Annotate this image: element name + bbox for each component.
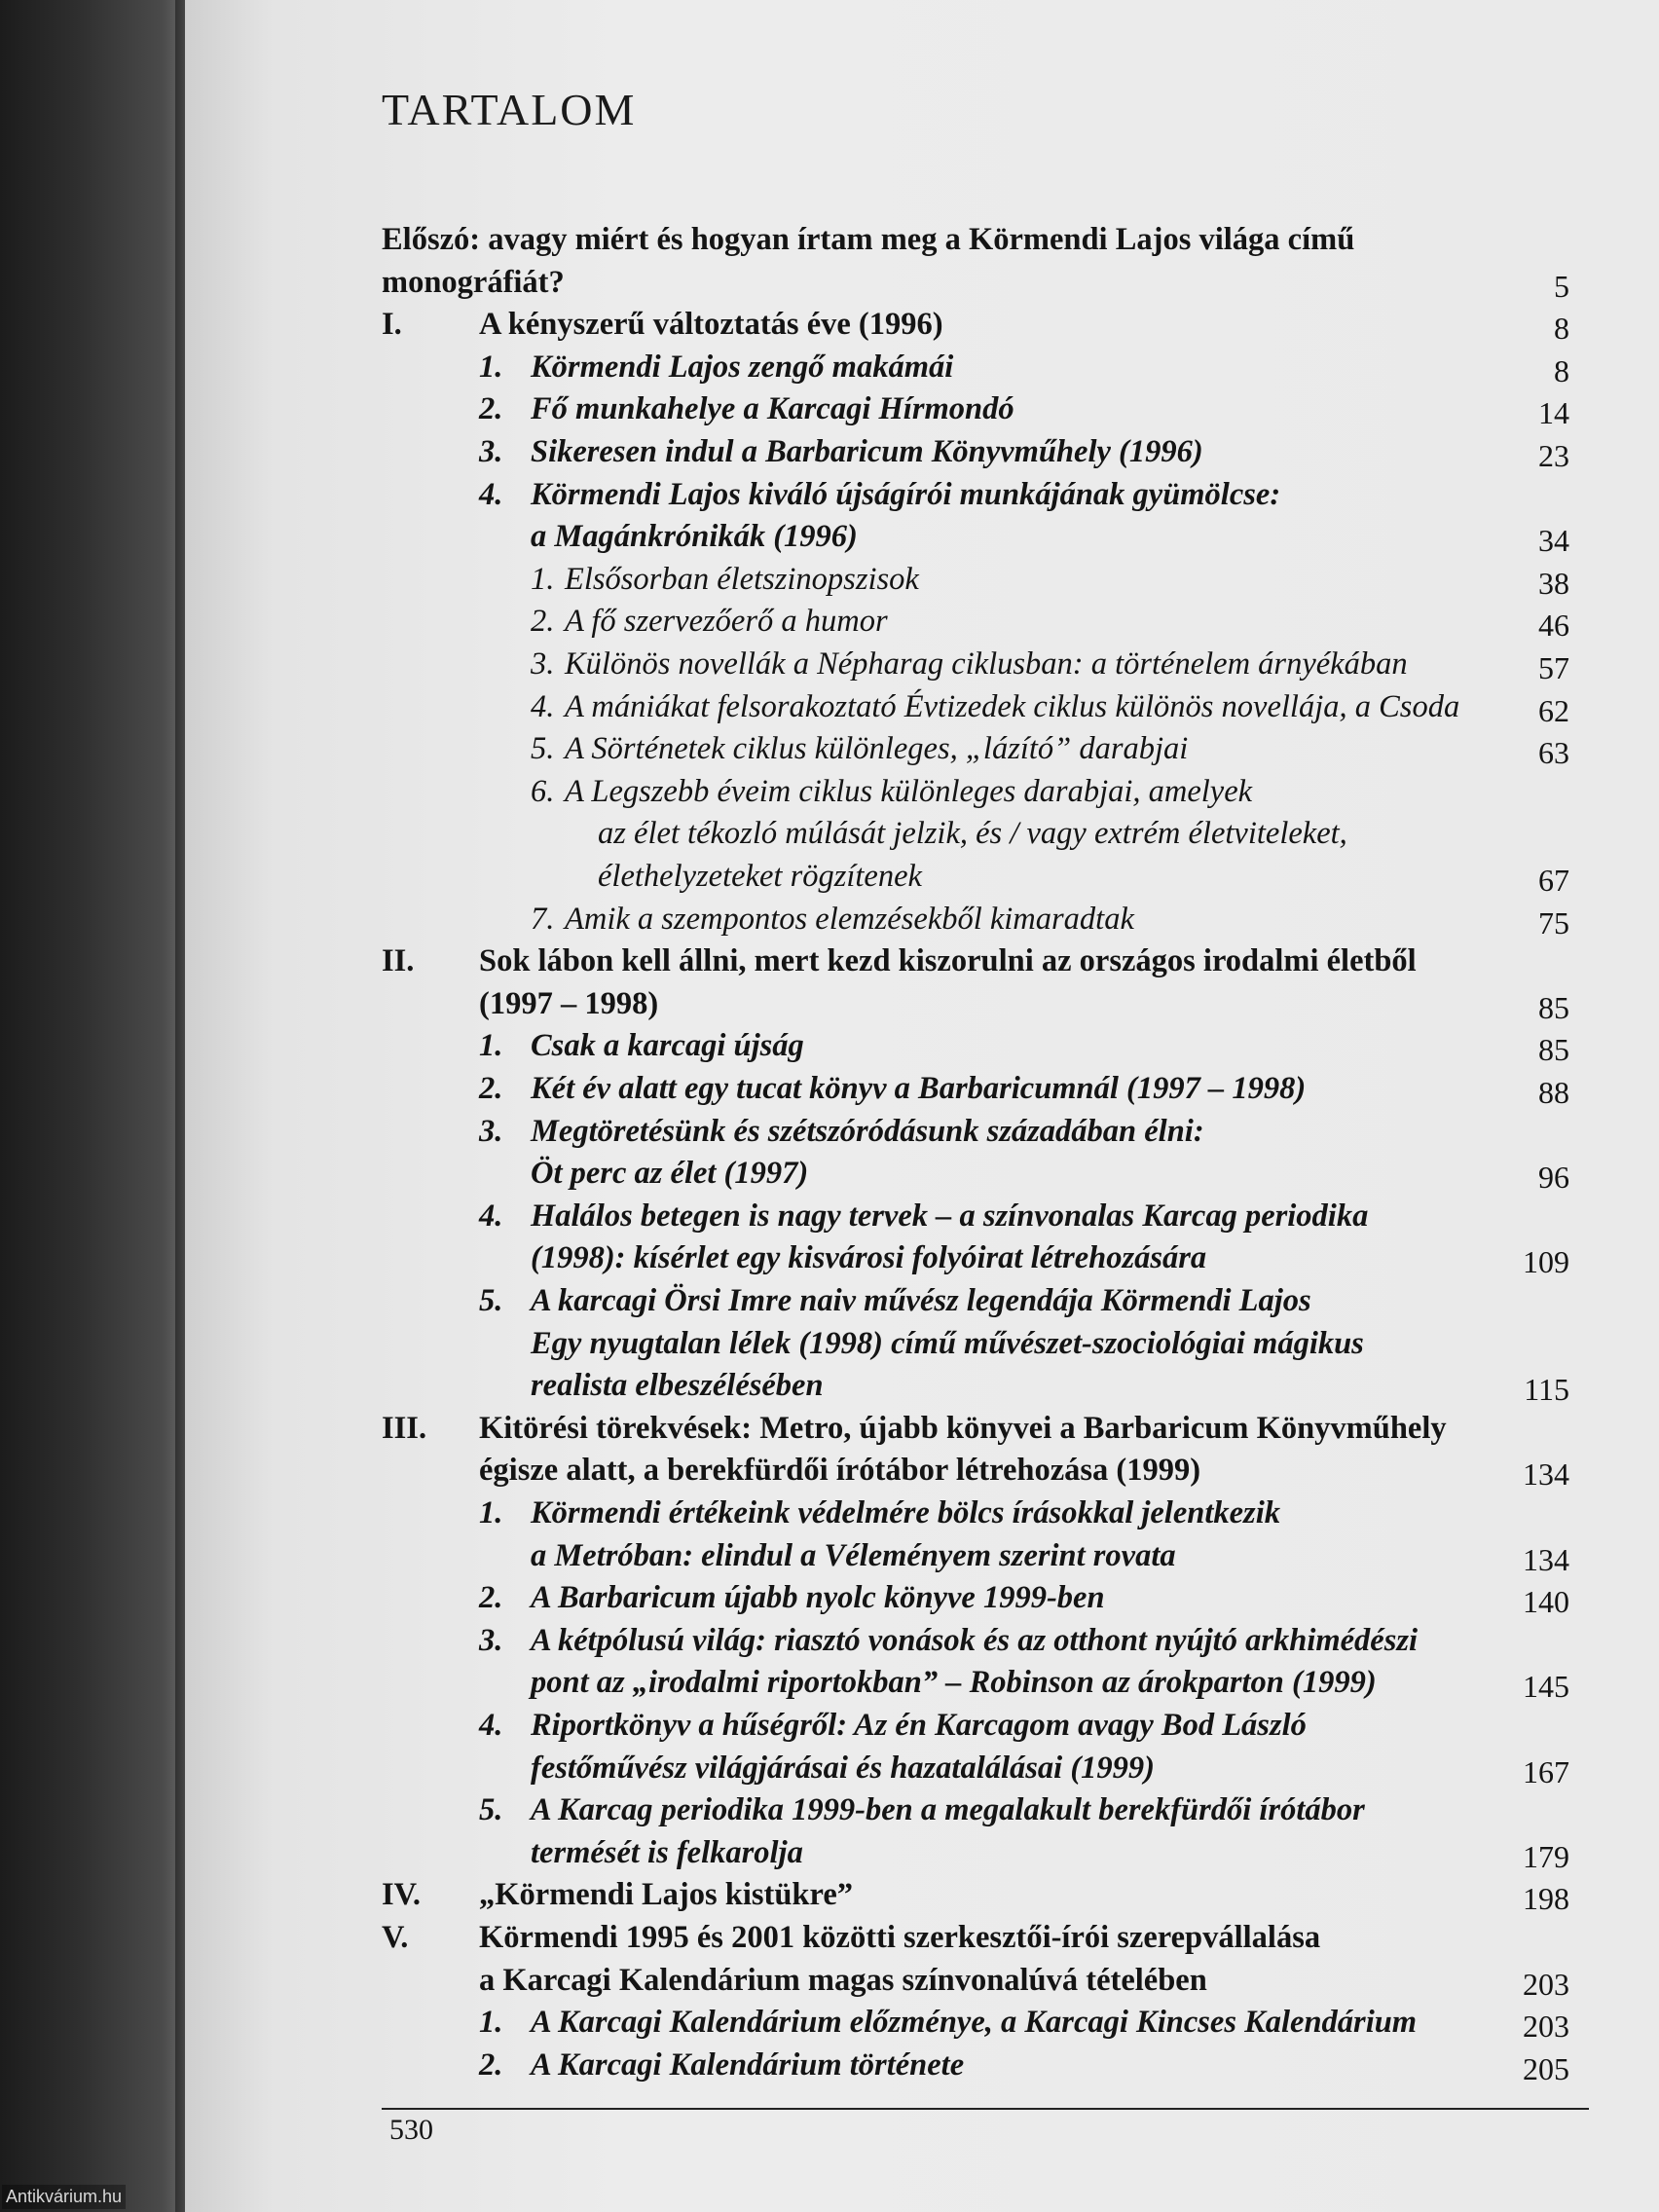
toc-entry-text: A kényszerű változtatás éve (1996) — [479, 307, 943, 343]
toc-entry-text: termését is felkarolja — [531, 1834, 803, 1870]
toc-entry-text: (1997 – 1998) — [479, 985, 659, 1021]
toc-entry-label: 2. — [479, 1580, 503, 1616]
toc-page-number: 8 — [1554, 352, 1569, 388]
toc-entry-text: Előszó: avagy miért és hogyan írtam meg a Körmendi Lajos világa című — [382, 222, 1355, 257]
book-page — [185, 0, 1659, 2212]
toc-entry-label: 5. — [531, 731, 555, 767]
toc-entry-label: V. — [382, 1920, 409, 1955]
toc-entry-label: 4. — [531, 688, 555, 724]
toc-entry-text: Két év alatt egy tucat könyv a Barbaricumnál (1997 – 1998) — [531, 1071, 1307, 1106]
toc-entry-text: Sikeresen indul a Barbaricum Könyvműhely (1996) — [531, 434, 1203, 469]
toc-entry-text: Kitörési törekvések: Metro, újabb könyvei a Barbaricum Könyvműhely — [479, 1410, 1447, 1446]
toc-page-number: 134 — [1523, 1456, 1569, 1493]
toc-page-number: 57 — [1538, 650, 1569, 685]
toc-entry-text: A fő szervezőerő a humor — [565, 604, 888, 640]
toc-entry-text: A Karcagi Kalendárium története — [531, 2046, 965, 2083]
toc-entry-text: A Karcagi Kalendárium előzménye, a Karcagi Kincses Kalendárium — [531, 2005, 1418, 2041]
toc-entry-label: 1. — [479, 349, 503, 385]
toc-entry-label: 2. — [479, 1071, 503, 1106]
toc-page-number: 38 — [1538, 565, 1569, 601]
toc-page-number: 67 — [1538, 863, 1569, 898]
toc-page-number: 167 — [1523, 1753, 1569, 1789]
toc-entry-label: 3. — [479, 434, 503, 469]
toc-entry-label: 4. — [479, 1708, 503, 1743]
toc-entry-label: 1. — [531, 561, 555, 597]
toc-page-number: 14 — [1538, 395, 1569, 431]
toc-entry-text: a Magánkrónikák (1996) — [531, 519, 858, 555]
toc-entry-text: Sok lábon kell állni, mert kezd kiszorulni az országos irodalmi életből — [479, 943, 1417, 979]
toc-entry-text: a Karcagi Kalendárium magas színvonalúvá tételében — [479, 1962, 1207, 1998]
toc-entry-text: „Körmendi Lajos kistükre” — [479, 1877, 854, 1913]
toc-entry-text: Megtöretésünk és szétszóródásunk századában élni: — [531, 1113, 1204, 1149]
toc-entry-label: 1. — [479, 2005, 503, 2041]
toc-page-number: 140 — [1523, 1584, 1569, 1620]
toc-page-number: 145 — [1523, 1669, 1569, 1705]
toc-entry-label: 6. — [531, 773, 555, 809]
toc-entry-text: az élet tékozló múlását jelzik, és / vagy extrém életviteleket, — [598, 816, 1347, 852]
toc-entry-text: Riportkönyv a hűségről: Az én Karcagom avagy Bod László — [531, 1708, 1307, 1743]
toc-entry-text: realista elbeszélésében — [531, 1368, 824, 1404]
toc-entry-label: IV. — [382, 1877, 422, 1913]
toc-page-number: 85 — [1538, 989, 1569, 1025]
toc-page-number: 8 — [1554, 311, 1569, 347]
toc-entry-label: 2. — [531, 604, 555, 640]
toc-page-number: 75 — [1538, 904, 1569, 940]
toc-page-number: 115 — [1524, 1372, 1569, 1408]
toc-page-number: 85 — [1538, 1032, 1569, 1068]
toc-entry-label: 4. — [479, 1198, 503, 1234]
toc-entry-text: Amik a szempontos elemzésekből kimaradtak — [565, 901, 1134, 937]
toc-entry-text: Körmendi értékeink védelmére bölcs írásokkal jelentkezik — [531, 1495, 1280, 1530]
toc-entry-text: A karcagi Örsi Imre naiv művész legendája Körmendi Lajos — [531, 1283, 1311, 1318]
toc-entry-text: Körmendi Lajos kiváló újságírói munkájának gyümölcse: — [531, 476, 1281, 512]
toc-entry-label: 3. — [479, 1622, 503, 1658]
toc-entry-text: Fő munkahelye a Karcagi Hírmondó — [531, 391, 1014, 427]
toc-entry-label: 2. — [479, 2046, 503, 2083]
toc-entry-text: Halálos betegen is nagy tervek – a színvonalas Karcag periodika — [531, 1198, 1369, 1234]
toc-entry-text: pont az „irodalmi riportokban” – Robinson az árokparton (1999) — [531, 1665, 1377, 1701]
toc-page-number: 23 — [1538, 438, 1569, 473]
toc-page-number: 5 — [1554, 268, 1569, 304]
toc-page-number: 62 — [1538, 692, 1569, 728]
toc-entry-text: Körmendi 1995 és 2001 közötti szerkesztői-írói szerepvállalása — [479, 1920, 1321, 1955]
toc-page-number: 198 — [1523, 1881, 1569, 1917]
toc-page-number: 203 — [1523, 2009, 1569, 2045]
toc-entry-label: 5. — [479, 1283, 503, 1318]
page-title: TARTALOM — [382, 85, 637, 134]
toc-entry-label: 1. — [479, 1028, 503, 1064]
toc-entry-text: Különös novellák a Népharag ciklusban: a történelem árnyékában — [565, 646, 1408, 682]
toc-entry-text: Öt perc az élet (1997) — [531, 1156, 809, 1192]
toc-entry-label: 3. — [479, 1113, 503, 1149]
toc-page-number: 179 — [1523, 1838, 1569, 1874]
toc-entry-label: II. — [382, 943, 415, 979]
toc-entry-text: A Legszebb éveim ciklus különleges darabjai, amelyek — [565, 773, 1253, 809]
toc-entry-label: 2. — [479, 391, 503, 427]
footer-rule — [382, 2108, 1589, 2110]
toc-page-number: 34 — [1538, 523, 1569, 559]
toc-entry-label: III. — [382, 1410, 427, 1446]
toc-entry-text: (1998): kísérlet egy kisvárosi folyóirat létrehozására — [531, 1240, 1207, 1276]
toc-page-number: 63 — [1538, 735, 1569, 771]
toc-page-number: 46 — [1538, 608, 1569, 644]
toc-entry-label: I. — [382, 307, 402, 343]
toc-page-number: 109 — [1523, 1244, 1569, 1280]
toc-entry-text: élethelyzeteket rögzítenek — [598, 859, 922, 894]
toc-entry-text: a Metróban: elindul a Véleményem szerint rovata — [531, 1537, 1176, 1573]
toc-entry-text: A Karcag periodika 1999-ben a megalakult berekfürdői írótábor — [531, 1792, 1365, 1828]
toc-page-number: 134 — [1523, 1541, 1569, 1577]
toc-entry-label: 4. — [479, 476, 503, 512]
toc-entry-label: 7. — [531, 901, 555, 937]
toc-entry-text: A Barbaricum újabb nyolc könyve 1999-ben — [531, 1580, 1105, 1616]
toc-page-number: 205 — [1523, 2050, 1569, 2086]
toc-entry-text: Körmendi Lajos zengő makámái — [531, 349, 954, 385]
toc-entry-text: festőművész világjárásai és hazatalálásai (1999) — [531, 1750, 1155, 1786]
toc-page-number: 96 — [1538, 1160, 1569, 1196]
toc-page-number: 88 — [1538, 1075, 1569, 1110]
toc-entry-text: monográfiát? — [382, 264, 565, 300]
toc-page-number: 203 — [1523, 1966, 1569, 2002]
toc-entry-label: 3. — [531, 646, 555, 682]
toc-entry-text: Csak a karcagi újság — [531, 1028, 804, 1064]
toc-entry-text: Elsősorban életszinopszisok — [565, 561, 919, 597]
page-number: 530 — [389, 2114, 433, 2146]
toc-entry-label: 5. — [479, 1792, 503, 1828]
toc-entry-label: 1. — [479, 1495, 503, 1530]
toc-entry-text: égisze alatt, a berekfürdői írótábor létrehozása (1999) — [479, 1453, 1201, 1489]
toc-entry-text: Egy nyugtalan lélek (1998) című művészet-szociológiai mágikus — [531, 1325, 1364, 1361]
watermark: Antikvárium.hu — [2, 2185, 126, 2209]
toc-entry-text: A Sörténetek ciklus különleges, „lázító” darabjai — [565, 731, 1189, 767]
toc-entry-text: A kétpólusú világ: riasztó vonások és az otthont nyújtó arkhimédészi — [531, 1622, 1419, 1658]
toc-entry-text: A mániákat felsorakoztató Évtizedek ciklus különös novellája, a Csoda — [565, 688, 1460, 724]
book-spine — [0, 0, 190, 2212]
